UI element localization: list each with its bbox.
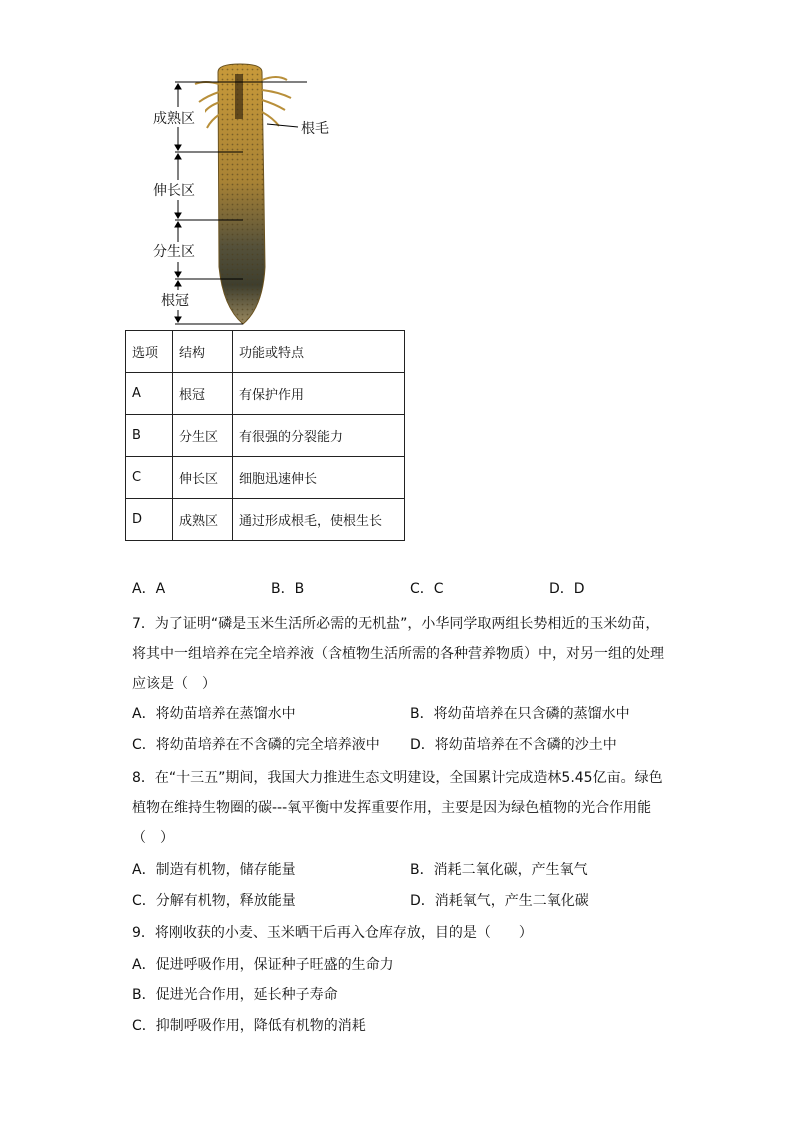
q6-option-b: B．B <box>271 581 305 597</box>
table-cell: 通过形成根毛，使根生长 <box>233 499 405 541</box>
q9-stem-line-1: 9．将刚收获的小麦、玉米晒干后再入仓库存放，目的是（ ） <box>132 925 533 941</box>
table-cell: B <box>126 415 173 457</box>
table-header-cell: 功能或特点 <box>233 331 405 373</box>
table-row <box>126 415 405 457</box>
table-cell: D <box>126 499 173 541</box>
q7-option-b: B．将幼苗培养在只含磷的蒸馏水中 <box>410 706 630 722</box>
table-cell: C <box>126 457 173 499</box>
table-row <box>126 373 405 415</box>
q7-option-a: A．将幼苗培养在蒸馏水中 <box>132 706 296 722</box>
table-cell: 成熟区 <box>173 499 233 541</box>
label-root-cap: 根冠 <box>161 293 189 309</box>
table-cell: 根冠 <box>173 373 233 415</box>
table-cell: 细胞迅速伸长 <box>233 457 405 499</box>
table-cell: 分生区 <box>173 415 233 457</box>
q7-stem-line-1: 7．为了证明“磷是玉米生活所必需的无机盐”，小华同学取两组长势相近的玉米幼苗， <box>132 616 660 632</box>
table-cell: 伸长区 <box>173 457 233 499</box>
q8-option-c: C．分解有机物，释放能量 <box>132 893 296 909</box>
root-zone-table <box>125 330 405 541</box>
table-header-cell: 结构 <box>173 331 233 373</box>
root-tip-figure <box>145 62 345 327</box>
q8-option-a: A．制造有机物，储存能量 <box>132 862 296 878</box>
table-header-row <box>126 331 405 373</box>
q6-option-c: C．C <box>410 581 444 597</box>
q8-option-b: B．消耗二氧化碳，产生氧气 <box>410 862 588 878</box>
label-mature-zone: 成熟区 <box>153 111 195 127</box>
q8-stem-line-1: 8．在“十三五”期间，我国大力推进生态文明建设，全国累计完成造林5.45亿亩。绿色 <box>132 770 663 786</box>
table-cell: 有很强的分裂能力 <box>233 415 405 457</box>
table-cell: A <box>126 373 173 415</box>
q7-stem-line-3: 应该是（ ） <box>132 676 216 692</box>
q6-option-d: D．D <box>549 581 585 597</box>
q9-option-a: A．促进呼吸作用，保证种子旺盛的生命力 <box>132 957 394 973</box>
table-row <box>126 457 405 499</box>
table-header-cell: 选项 <box>126 331 173 373</box>
q8-option-d: D．消耗氧气，产生二氧化碳 <box>410 893 589 909</box>
q9-option-b: B．促进光合作用，延长种子寿命 <box>132 987 338 1003</box>
label-elongation-zone: 伸长区 <box>153 183 195 199</box>
table-row <box>126 499 405 541</box>
q6-option-a: A．A <box>132 581 166 597</box>
q8-stem-line-3: （ ） <box>132 830 174 846</box>
label-meristem-zone: 分生区 <box>153 244 195 260</box>
label-root-hair: 根毛 <box>301 121 329 137</box>
q8-stem-line-2: 植物在维持生物圈的碳---氧平衡中发挥重要作用，主要是因为绿色植物的光合作用能 <box>132 800 652 816</box>
q7-option-c: C．将幼苗培养在不含磷的完全培养液中 <box>132 737 380 753</box>
table-cell: 有保护作用 <box>233 373 405 415</box>
q9-option-c: C．抑制呼吸作用，降低有机物的消耗 <box>132 1018 366 1034</box>
q7-option-d: D．将幼苗培养在不含磷的沙土中 <box>410 737 617 753</box>
q7-stem-line-2: 将其中一组培养在完全培养液（含植物生活所需的各种营养物质）中，对另一组的处理 <box>132 646 664 662</box>
